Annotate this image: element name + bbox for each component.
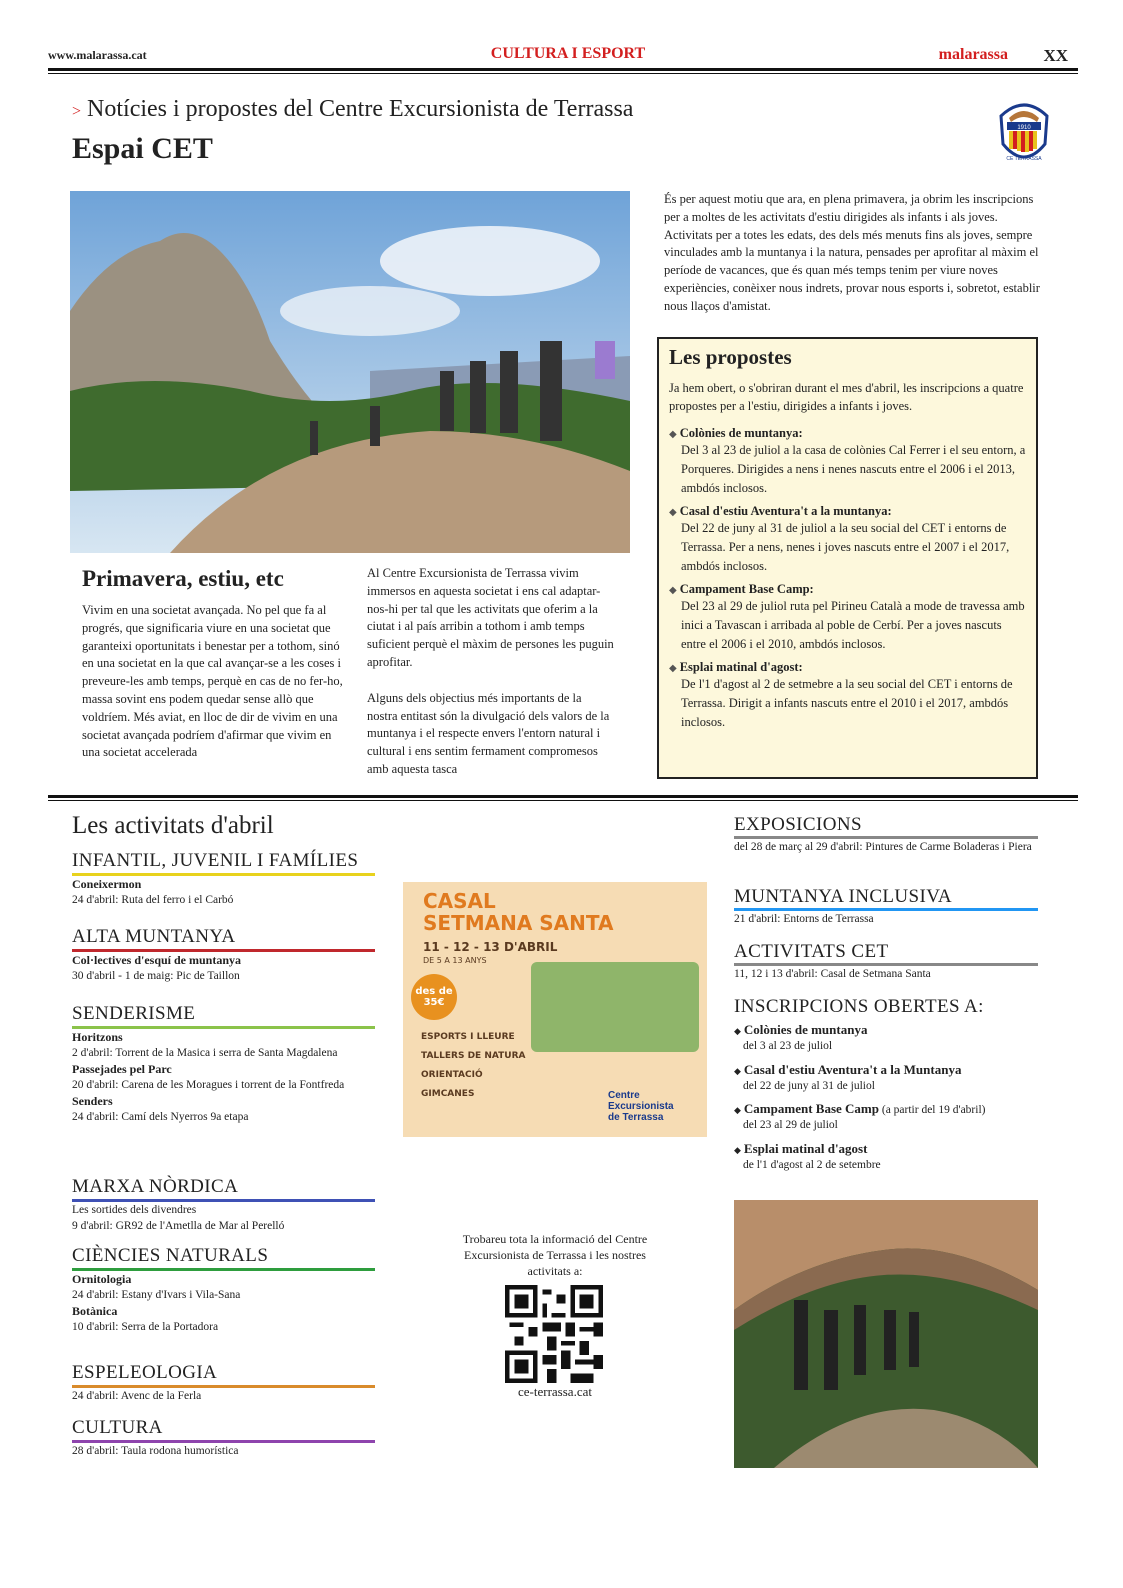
category-title: CULTURA: [72, 1417, 375, 1443]
proposta-body: Del 22 de juny al 31 de juliol a la seu social del CET i entorns de Terrassa. Per a nens, nenes i joves nascuts entre el 2007 i el 2017, ambdós inclosos.: [681, 520, 1010, 573]
inscripcio-title: Colònies de muntanya: [743, 1022, 868, 1037]
poster-price-badge: des de 35€: [411, 974, 457, 1020]
proposta-title-text: Esplai matinal d'agost:: [679, 659, 803, 674]
page-number: XX: [1043, 46, 1068, 65]
bullet-icon: ◆: [669, 584, 677, 596]
category-title: INFANTIL, JUVENIL I FAMÍLIES: [72, 850, 375, 876]
activity-line: del 28 de març al 29 d'abril: Pintures de Carme Boladeras i Piera: [734, 841, 1032, 853]
brand-name: malarassa: [938, 46, 1008, 63]
inscripcio-note: (a partir del 19 d'abril): [878, 1104, 986, 1116]
inscripcio-item: [734, 1101, 1054, 1133]
activity-line: 11, 12 i 13 d'abril: Casal de Setmana Santa: [734, 968, 931, 980]
article-heading: Primavera, estiu, etc: [82, 566, 284, 591]
activity-category: [72, 1245, 375, 1335]
activity-line: 24 d'abril: Camí dels Nyerros 9a etapa: [72, 1111, 249, 1123]
proposta-title: [669, 582, 1026, 597]
page-title: Espai CET: [72, 132, 213, 165]
activity-category: [72, 1003, 375, 1125]
activity-group: Horitzons: [72, 1030, 123, 1044]
bullet-icon: ◆: [669, 662, 677, 674]
section-rule-thin: [48, 800, 1078, 801]
proposta-body: Del 23 al 29 de juliol ruta pel Pirineu Català a mode de travessa amb inici a Tavascan i arribada al poble de Cerbí. Per a joves nascuts entre el 2006 i el 2010, ambdós inclosos.: [681, 598, 1025, 651]
category-title: EXPOSICIONS: [734, 814, 1038, 839]
logo-year: 1910: [1017, 125, 1031, 131]
category-title: ACTIVITATS CET: [734, 941, 1038, 966]
proposta-title-text: Colònies de muntanya:: [679, 425, 803, 440]
proposta-body: Del 3 al 23 de juliol a la casa de colònies Cal Ferrer i el seu entorn, a Porqueres. Dirigides a nens i nenes nascuts entre el 2006 i el 2013, ambdós inclosos.: [681, 442, 1026, 495]
poster-org-name: [608, 1090, 674, 1123]
proposta-title-text: Campament Base Camp:: [679, 581, 814, 596]
bullet-icon: ◆: [734, 1105, 741, 1115]
activity-category: [72, 850, 375, 908]
poster-org-line-1: Centre: [608, 1090, 640, 1101]
activity-line: 24 d'abril: Ruta del ferro i el Carbó: [72, 894, 234, 906]
poster-dates: 11 - 12 - 13 D'ABRIL: [423, 940, 558, 954]
activity-line: Les sortides dels divendres: [72, 1204, 197, 1216]
bullet-icon: ◆: [669, 428, 677, 440]
info-text: Trobareu tota la informació del Centre Excursionista de Terrassa i les nostres activitats a:: [462, 1232, 648, 1278]
poster-title-1: CASAL: [423, 889, 496, 913]
activity-group: Passejades pel Parc: [72, 1062, 172, 1076]
cet-shield-logo: [995, 98, 1053, 168]
header-rule: [48, 68, 1078, 71]
cave-group-photo: [734, 1200, 1038, 1468]
article-paragraph-1: Vivim en una societat avançada. No pel que fa al progrés, que significaria viure en una societat que garanteixi oportunitats i benestar per a tothom, sinó en una societat en la que cal avançar-se a les coses i preveure-les amb temps, perquè en cas de no fer-ho, massa sovint ens podem quedar sense allò que voldríem. Més aviat, en lloc de dir de vivim en una societat avançada podríem d'afirmar que vivim en una societat accelerada: [82, 603, 343, 760]
inscripcio-title: Esplai matinal d'agost: [743, 1141, 868, 1156]
inscripcio-item: [734, 1141, 1054, 1173]
activity-line: 10 d'abril: Serra de la Portadora: [72, 1321, 219, 1333]
activity-line: 20 d'abril: Carena de les Moragues i torrent de la Fontfreda: [72, 1079, 345, 1091]
poster-org-line-2: Excursionista: [608, 1101, 674, 1112]
category-title: ALTA MUNTANYA: [72, 926, 375, 952]
poster-activity-list: [421, 1028, 525, 1104]
activity-line: 24 d'abril: Estany d'Ivars i Vila-Sana: [72, 1289, 241, 1301]
info-url[interactable]: ce-terrassa.cat: [518, 1384, 592, 1399]
category-title: CIÈNCIES NATURALS: [72, 1245, 375, 1271]
activity-group: Ornitologia: [72, 1272, 132, 1286]
bullet-icon: ◆: [734, 1026, 741, 1036]
activity-group: Col·lectives d'esquí de muntanya: [72, 953, 242, 967]
site-url: www.malarassa.cat: [48, 48, 147, 62]
activity-line: 2 d'abril: Torrent de la Masica i serra de Santa Magdalena: [72, 1047, 338, 1059]
poster-title-2: SETMANA SANTA: [423, 911, 614, 935]
propostes-box: [657, 337, 1038, 779]
proposta-title-text: Casal d'estiu Aventura't a la muntanya:: [679, 503, 892, 518]
inscripcio-dates: del 23 al 29 de juliol: [743, 1119, 838, 1131]
poster-photo: [531, 962, 699, 1052]
propostes-list: [669, 426, 1026, 732]
activity-line: 24 d'abril: Avenc de la Ferla: [72, 1390, 202, 1402]
inscripcio-item: [734, 1022, 1054, 1054]
proposta-title: [669, 504, 1026, 519]
inscripcio-title: Campament Base Camp: [743, 1101, 879, 1116]
proposta-body: De l'1 d'agost al 2 de setmebre a la seu social del CET i entorns de Terrassa. Dirigit a infants nascuts entre el 2010 i el 2017, ambdós inclosos.: [681, 676, 1013, 729]
activity-category: [72, 1417, 375, 1459]
proposta-title: [669, 426, 1026, 441]
section-title: CULTURA I ESPORT: [490, 45, 646, 62]
activity-group: Botànica: [72, 1304, 118, 1318]
activity-category: [734, 814, 1038, 855]
activity-line: 30 d'abril - 1 de maig: Pic de Taillon: [72, 970, 240, 982]
category-title: SENDERISME: [72, 1003, 375, 1029]
bullet-icon: ◆: [734, 1066, 741, 1076]
activity-category: [734, 886, 1038, 927]
activity-category: [72, 1176, 375, 1234]
poster-list-item: ESPORTS I LLEURE: [421, 1032, 515, 1042]
activity-line: 21 d'abril: Entorns de Terrassa: [734, 913, 874, 925]
activity-line: 28 d'abril: Taula rodona humorística: [72, 1445, 239, 1457]
bullet-icon: ◆: [669, 506, 677, 518]
activity-category: [734, 941, 1038, 982]
kicker: [72, 96, 633, 123]
section-rule: [48, 795, 1078, 798]
bullet-icon: ◆: [734, 1145, 741, 1155]
activity-category: [72, 926, 375, 984]
propostes-title: Les propostes: [669, 345, 792, 369]
kicker-arrow: >: [72, 103, 82, 120]
propostes-intro: Ja hem obert, o s'obriran durant el mes d'abril, les inscripcions a quatre propostes per a l'estiu, dirigides a infants i joves.: [669, 381, 1024, 413]
activity-category: [72, 1362, 375, 1404]
article-paragraph-4: És per aquest motiu que ara, en plena primavera, ja obrim les inscripcions per a moltes de les activitats d'estiu dirigides als infants i als joves. Activitats per a totes les edats, des dels més menuts fins als joves, sempre vinculades amb la muntanya i la natura, pensades per aprofitar al màxim el període de vacances, que és quan més temps tenim per viure noves experiències, conèixer nous indrets, provar nous esports i, sobretot, establir nous llaços d'amistat.: [664, 192, 1040, 313]
inscripcio-dates: del 22 de juny al 31 de juliol: [743, 1080, 875, 1092]
activitats-title: Les activitats d'abril: [72, 812, 274, 839]
poster-list-item: ORIENTACIÓ: [421, 1070, 483, 1080]
kicker-text: Notícies i propostes del Centre Excursionista de Terrassa: [87, 96, 634, 122]
poster-ages: DE 5 A 13 ANYS: [423, 956, 487, 965]
inscripcio-dates: del 3 al 23 de juliol: [743, 1040, 833, 1052]
inscripcions-title: INSCRIPCIONS OBERTES A:: [734, 996, 984, 1017]
inscripcio-dates: de l'1 d'agost al 2 de setembre: [743, 1159, 881, 1171]
activity-group: Senders: [72, 1094, 113, 1108]
poster-list-item: GIMCANES: [421, 1089, 475, 1099]
article-paragraph-2: Al Centre Excursionista de Terrassa vivim immersos en aquesta societat i ens cal adaptar-nos-hi per tal que les activitats que oferim a la ciutat i al país arribin a tothom i amb temps suficient perquè el màxim de persones les puguin aprofitar.: [367, 566, 614, 669]
article-column-2: [367, 565, 615, 779]
qr-code[interactable]: [505, 1285, 603, 1383]
activity-line: 9 d'abril: GR92 de l'Ametlla de Mar al Perelló: [72, 1220, 285, 1232]
activity-group: Coneixermon: [72, 877, 142, 891]
logo-name: CE TERRASSA: [1006, 156, 1042, 162]
poster-list-item: TALLERS DE NATURA: [421, 1051, 526, 1061]
inscripcio-title: Casal d'estiu Aventura't a la Muntanya: [743, 1062, 962, 1077]
category-title: ESPELEOLOGIA: [72, 1362, 375, 1388]
article-paragraph-3: Alguns dels objectius més importants de la nostra entitast són la divulgació dels valors de la muntanya i el respecte envers l'entorn natural i cultural i ens sentim fermament compromesos amb aquesta tasca: [367, 690, 610, 776]
proposta-title: [669, 660, 1026, 675]
category-title: MUNTANYA INCLUSIVA: [734, 886, 1038, 911]
casal-setmana-santa-poster: [403, 882, 707, 1137]
header-rule-thin: [48, 73, 1078, 74]
mountain-hike-photo: [70, 191, 630, 553]
inscripcio-item: [734, 1062, 1054, 1094]
category-title: MARXA NÒRDICA: [72, 1176, 375, 1202]
poster-org-line-3: de Terrassa: [608, 1112, 664, 1123]
